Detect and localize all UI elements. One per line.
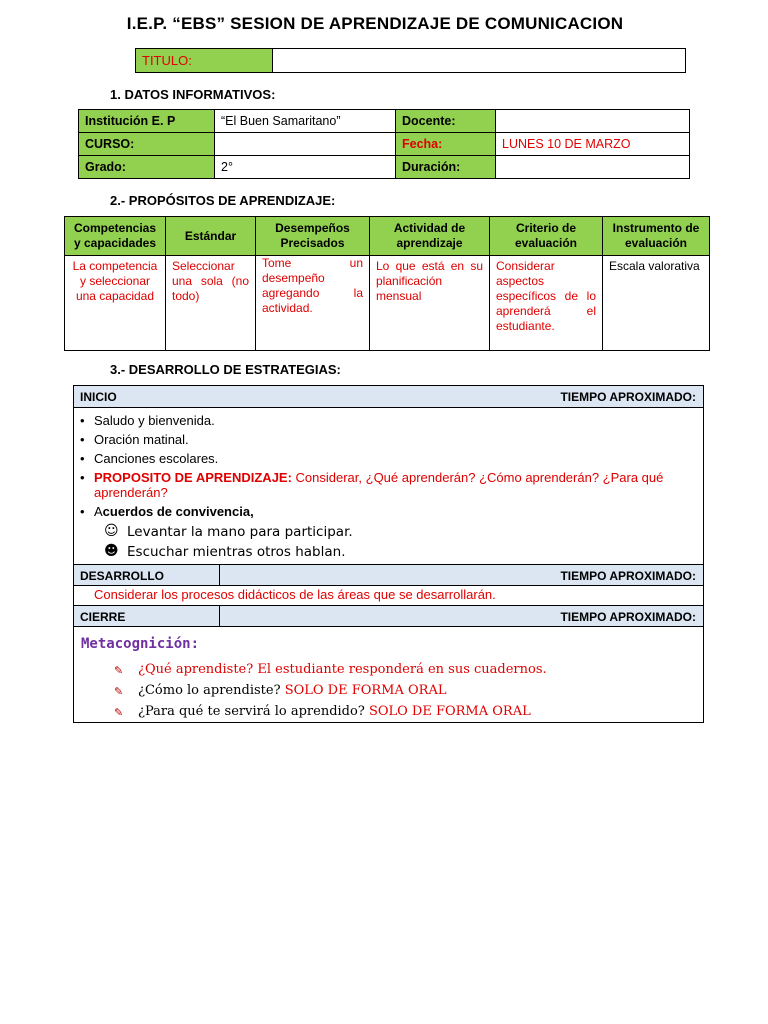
datos-value-grado: 2° [215, 156, 396, 179]
col-desempenos: Desempeños Precisados [256, 217, 370, 256]
cierre-q1: ¿Qué aprendiste? El estudiante responderá en sus cuadernos. [138, 662, 547, 677]
titulo-label: TITULO: [136, 49, 273, 73]
datos-heading: 1. DATOS INFORMATIVOS: [110, 87, 276, 102]
acuerdo-2: Escuchar mientras otros hablan. [127, 544, 346, 560]
desarrollo-tiempo: TIEMPO APROXIMADO: [560, 569, 696, 583]
pencil-icon: ✎ [114, 664, 124, 677]
cierre-q3-red: SOLO DE FORMA ORAL [368, 704, 531, 719]
datos-label-grado: Grado: [79, 156, 215, 179]
titulo-value[interactable] [273, 49, 686, 73]
estrategias-box [73, 385, 704, 723]
titulo-table [135, 48, 686, 73]
datos-label-curso: CURSO: [79, 133, 215, 156]
cell-criterio: Considerar aspectos específicos de lo aprenderá el estudiante. [490, 256, 603, 351]
col-actividad: Actividad de aprendizaje [370, 217, 490, 256]
datos-value-institucion: “El Buen Samaritano” [215, 110, 396, 133]
cierre-tiempo: TIEMPO APROXIMADO: [560, 610, 696, 624]
proposito-label: PROPOSITO DE APRENDIZAJE: [94, 470, 292, 485]
datos-label-duracion: Duración: [396, 156, 496, 179]
cierre-q2-line [138, 683, 446, 698]
cell-actividad: Lo que está en su planificación mensual [370, 256, 490, 351]
smile-filled-icon: ☻ [104, 543, 119, 559]
proposito-text: Considerar, ¿Qué aprenderán? ¿Cómo aprenderán? ¿Para qué aprenderán? [94, 470, 664, 500]
desarrollo-bar [74, 564, 703, 586]
cell-estandar: Seleccionar una sola (no todo) [166, 256, 256, 351]
list-item: • Saludo y bienvenida. [80, 413, 215, 428]
cierre-q2-red: SOLO DE FORMA ORAL [284, 683, 447, 698]
pencil-icon: ✎ [114, 685, 124, 698]
desarrollo-label: DESARROLLO [80, 569, 164, 583]
proposito-item: • PROPOSITO DE APRENDIZAJE: Considerar, ¿Qué aprenderán? ¿Cómo aprenderán? ¿Para qué aprenderán? [80, 470, 664, 500]
datos-row [79, 110, 690, 133]
inicio-label: INICIO [80, 390, 117, 404]
col-estandar: Estándar [166, 217, 256, 256]
datos-row [79, 133, 690, 156]
datos-value-fecha: LUNES 10 DE MARZO [496, 133, 690, 156]
datos-value-duracion [496, 156, 690, 179]
cierre-label: CIERRE [80, 610, 126, 624]
cell-desempenos: Tome un desempeño agregando la actividad. [256, 256, 370, 351]
cell-instrumento: Escala valorativa [603, 256, 710, 351]
inicio-bar [74, 385, 703, 408]
inicio-tiempo: TIEMPO APROXIMADO: [560, 390, 696, 404]
datos-label-fecha: Fecha: [396, 133, 496, 156]
datos-value-curso [215, 133, 396, 156]
desarrollo-text: Considerar los procesos didácticos de las áreas que se desarrollarán. [94, 587, 496, 602]
cierre-q3-line [138, 704, 531, 719]
datos-label-institucion: Institución E. P [79, 110, 215, 133]
inicio-list [80, 413, 693, 523]
cell-competencias: La competencia y seleccionar una capacidad [65, 256, 166, 351]
propositos-heading: 2.- PROPÓSITOS DE APRENDIZAJE: [110, 193, 336, 208]
datos-label-docente: Docente: [396, 110, 496, 133]
estrategias-heading: 3.- DESARROLLO DE ESTRATEGIAS: [110, 362, 341, 377]
datos-table [78, 109, 690, 179]
col-instrumento: Instrumento de evaluación [603, 217, 710, 256]
propositos-table [64, 216, 710, 351]
acuerdos-item: • Acuerdos de convivencia, [80, 504, 254, 519]
list-item: • Oración matinal. [80, 432, 189, 447]
page-title: I.E.P. “EBS” SESION DE APRENDIZAJE DE COMUNICACION [126, 14, 624, 33]
list-item: • Canciones escolares. [80, 451, 219, 466]
smile-icon: ☺ [104, 523, 119, 539]
pencil-icon: ✎ [114, 706, 124, 719]
col-criterio: Criterio de evaluación [490, 217, 603, 256]
col-competencias: Competencias y capacidades [65, 217, 166, 256]
acuerdo-1: Levantar la mano para participar. [127, 524, 353, 540]
metacognicion-title: Metacognición: [81, 636, 200, 652]
datos-row [79, 156, 690, 179]
cierre-q2: ¿Cómo lo aprendiste? [138, 683, 281, 698]
cierre-q3: ¿Para qué te servirá lo aprendido? [138, 704, 365, 719]
cierre-bar [74, 605, 703, 627]
datos-value-docente [496, 110, 690, 133]
